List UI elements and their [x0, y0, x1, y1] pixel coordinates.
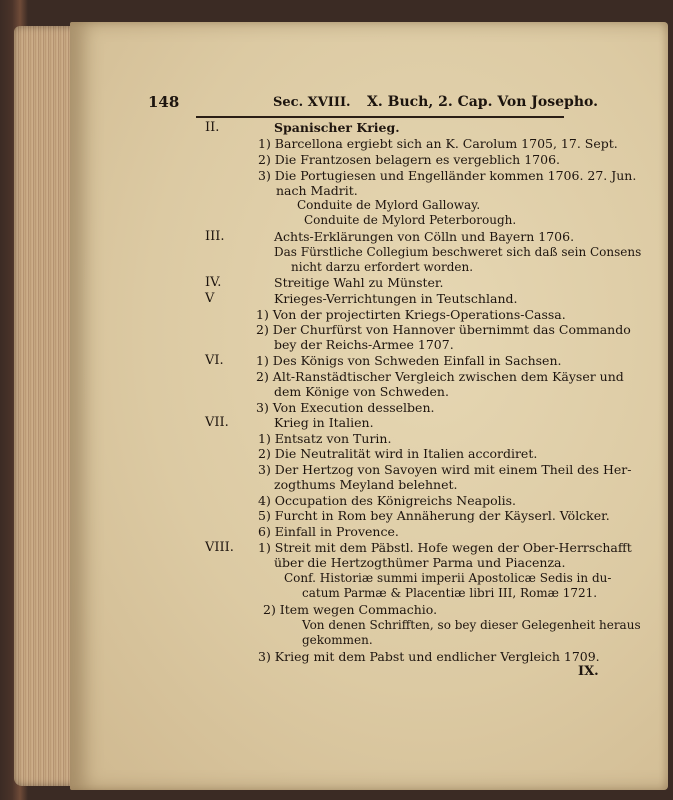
- list-item: 3) Krieg mit dem Pabst und endlicher Vergleich 1709.: [258, 649, 600, 664]
- list-item: bey der Reichs-Armee 1707.: [274, 337, 454, 352]
- list-item: 2) Die Frantzosen belagern es vergeblich 1706.: [258, 152, 560, 167]
- list-item: über die Hertzogthümer Parma und Piacenza.: [274, 555, 566, 570]
- list-item: 6) Einfall in Provence.: [258, 524, 399, 539]
- list-item: 3) Der Hertzog von Savoyen wird mit einem Theil des Her-: [258, 462, 632, 477]
- list-item: 2) Alt-Ranstädtischer Vergleich zwischen dem Käyser und: [256, 369, 624, 384]
- list-item: Conduite de Mylord Peterborough.: [304, 213, 517, 227]
- list-item: gekommen.: [302, 633, 373, 647]
- section-numeral: II.: [205, 120, 220, 135]
- list-item: 1) Des Königs von Schweden Einfall in Sachsen.: [256, 353, 562, 368]
- list-item: Von denen Schrifften, so bey dieser Gelegenheit heraus: [302, 618, 641, 632]
- header-rule: [196, 116, 564, 118]
- list-item: Achts-Erklärungen von Cölln und Bayern 1706.: [274, 229, 575, 244]
- page-number: 148: [148, 93, 180, 111]
- section-numeral: VI.: [205, 353, 224, 368]
- list-item: 1) Entsatz von Turin.: [258, 431, 392, 446]
- list-item: nicht darzu erfordert worden.: [291, 260, 474, 274]
- list-item: 1) Streit mit dem Päbstl. Hofe wegen der Ober-Herrschafft: [258, 540, 632, 555]
- section-numeral: III.: [205, 229, 225, 244]
- list-item: 5) Furcht in Rom bey Annäherung der Käyserl. Völcker.: [258, 508, 610, 523]
- list-item: Conduite de Mylord Galloway.: [297, 198, 481, 212]
- section-numeral: VIII.: [205, 540, 234, 555]
- list-item: zogthums Meyland belehnet.: [274, 477, 458, 492]
- list-item: 1) Von der projectirten Kriegs-Operations-Cassa.: [256, 307, 566, 322]
- list-item: 2) Item wegen Commachio.: [263, 602, 438, 617]
- list-item: Conf. Historiæ summi imperii Apostolicæ Sedis in du-: [284, 571, 612, 585]
- running-header: [0, 93, 673, 117]
- list-item: 1) Barcellona ergiebt sich an K. Carolum 1705, 17. Sept.: [258, 136, 618, 151]
- section-numeral: VII.: [205, 415, 229, 430]
- list-item: Streitige Wahl zu Münster.: [274, 275, 444, 290]
- list-item: 2) Der Churfürst von Hannover übernimmt das Commando: [256, 322, 631, 337]
- list-item: catum Parmæ & Placentiæ libri III, Romæ 1721.: [302, 586, 598, 600]
- list-item: Spanischer Krieg.: [274, 120, 400, 135]
- chapter-label: X. Buch, 2. Cap. Von Josepho.: [367, 94, 598, 110]
- section-numeral: IV.: [205, 275, 222, 290]
- list-item: 3) Von Execution desselben.: [256, 400, 435, 415]
- list-item: Krieges-Verrichtungen in Teutschland.: [274, 291, 518, 306]
- list-item: dem Könige von Schweden.: [274, 384, 449, 399]
- list-item: Krieg in Italien.: [274, 415, 374, 430]
- section-numeral: V: [205, 291, 215, 306]
- list-item: 3) Die Portugiesen und Engelländer kommen 1706. 27. Jun.: [258, 168, 637, 183]
- section-label: Sec. XVIII.: [273, 95, 351, 110]
- list-item: nach Madrit.: [276, 183, 358, 198]
- list-item: 2) Die Neutralität wird in Italien accordiret.: [258, 446, 538, 461]
- list-item: Das Fürstliche Collegium beschweret sich daß sein Consens: [274, 245, 642, 259]
- catchword: IX.: [578, 664, 599, 679]
- list-item: 4) Occupation des Königreichs Neapolis.: [258, 493, 517, 508]
